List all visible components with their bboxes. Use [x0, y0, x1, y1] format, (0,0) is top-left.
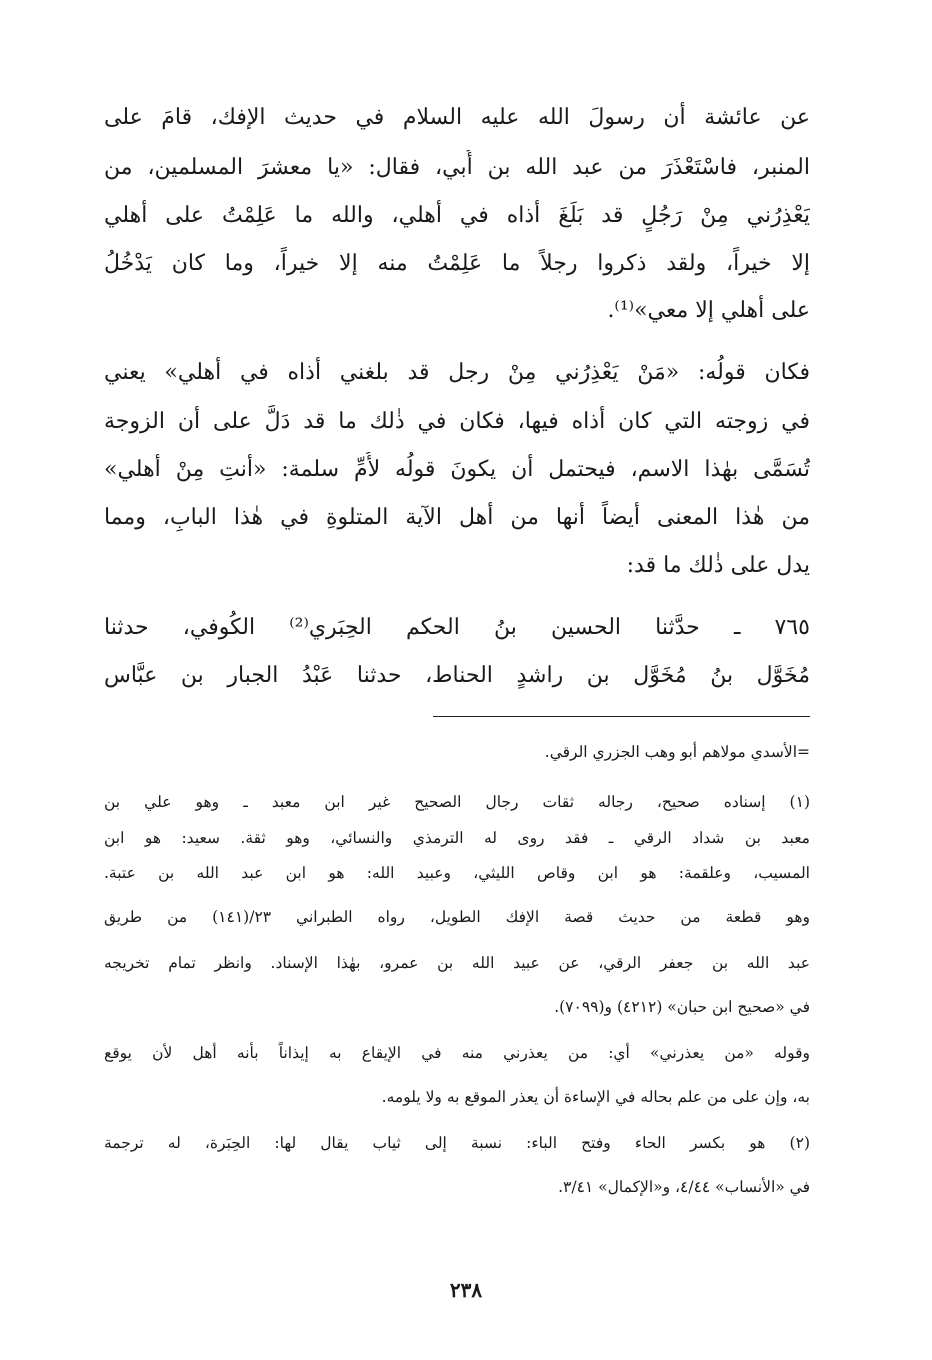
- main-text-line: فكان قولُه: «مَنْ يَعْذِرُني مِنْ رجل قد بلغني أذاه في أهلي» يعني: [104, 360, 810, 385]
- main-text-line: المنبر، فاسْتَعْذَرَ من عبد الله بن أُبي، فقال: «يا معشرَ المسلمين، من: [104, 155, 810, 180]
- main-text-line: إلا خيراً، ولقد ذكروا رجلاً ما عَلِمْتُ منه إلا خيراً، وما كان يَدْخُلُ: [104, 251, 810, 276]
- footnote-line: في «الأنساب» ٤/٤٤، و«الإكمال» ٣/٤١.: [558, 1178, 810, 1196]
- footnote-line: وهو قطعة من حديث قصة الإفك الطويل، رواه الطبراني ٢٣/(١٤١) من طريق: [104, 908, 810, 926]
- main-text-line: تُسَمَّى بهٰذا الاسم، فيحتمل أن يكونَ قولُه لأُمِّ سلمة: «أنتِ مِنْ أهلي»: [104, 457, 810, 482]
- footnote-separator: [433, 716, 810, 717]
- page-number: ٢٣٨: [449, 1278, 483, 1302]
- footnote-line: وقوله «من يعذرني» أي: من يعذرني منه في الإيقاع به إيذاناً بأنه أهل لأن يوقع: [104, 1044, 810, 1062]
- footnote-line: (٢) هو بكسر الحاء وفتح الباء: نسبة إلى ثياب يقال لها: الحِبَرة، له ترجمة: [104, 1134, 810, 1152]
- main-text-line: من هٰذا المعنى أيضاً أنها من أهل الآية المتلوةِ في هٰذا البابِ، ومما: [104, 505, 810, 530]
- main-text-line: يدل على ذٰلك ما قد:: [626, 553, 810, 578]
- footnote-line: في «صحيح ابن حبان» (٤٢١٢) و(٧٠٩٩).: [554, 998, 810, 1016]
- main-text-line: عن عائشة أن رسولَ الله عليه السلام في حديث الإفك، قامَ على: [104, 105, 810, 130]
- footnote-line: عبد الله بن جعفر الرقي، عن عبيد الله بن عمرو، بهٰذا الإسناد. وانظر تمام تخريجه: [104, 954, 810, 972]
- main-text-line: يَعْذِرُني مِنْ رَجُلٍ قد بَلَغَ أذاه في أهلي، والله ما عَلِمْتُ على أهلي: [104, 203, 810, 228]
- footnote-line: (١) إسناده صحيح، رجاله ثقات رجال الصحيح غير ابن معبد ـ وهو علي بن: [104, 793, 810, 811]
- footnote-continuation: =الأسدي مولاهم أبو وهب الجزري الرقي.: [544, 743, 810, 761]
- footnote-line: به، وإن على من علم بحاله في الإساءة أن يعذر الموقع به ولا يلومه.: [381, 1088, 810, 1106]
- main-text-line: على أهلي إلا معي»⁽¹⁾.: [607, 298, 810, 323]
- main-text-line: في زوجته التي كان أذاه فيها، فكان في ذٰلك ما قد دَلَّ على أن الزوجة: [104, 409, 810, 434]
- hadith-line: مُخَوَّل بنُ مُخَوَّل بن راشدٍ الحناط، حدثنا عَبْدُ الجبار بن عبَّاس: [104, 663, 810, 688]
- footnote-line: المسيب، وعلقمة: هو ابن وقاص الليثي، وعبيد الله: هو ابن عبد الله بن عتبة.: [104, 864, 810, 882]
- hadith-line: ٧٦٥ ـ حدَّثنا الحسين بنُ الحكم الحِبَري⁽²⁾ الكُوفي، حدثنا: [104, 615, 810, 640]
- footnote-line: معبد بن شداد الرقي ـ فقد روى له الترمذي والنسائي، وهو ثقة. سعيد: هو ابن: [104, 829, 810, 847]
